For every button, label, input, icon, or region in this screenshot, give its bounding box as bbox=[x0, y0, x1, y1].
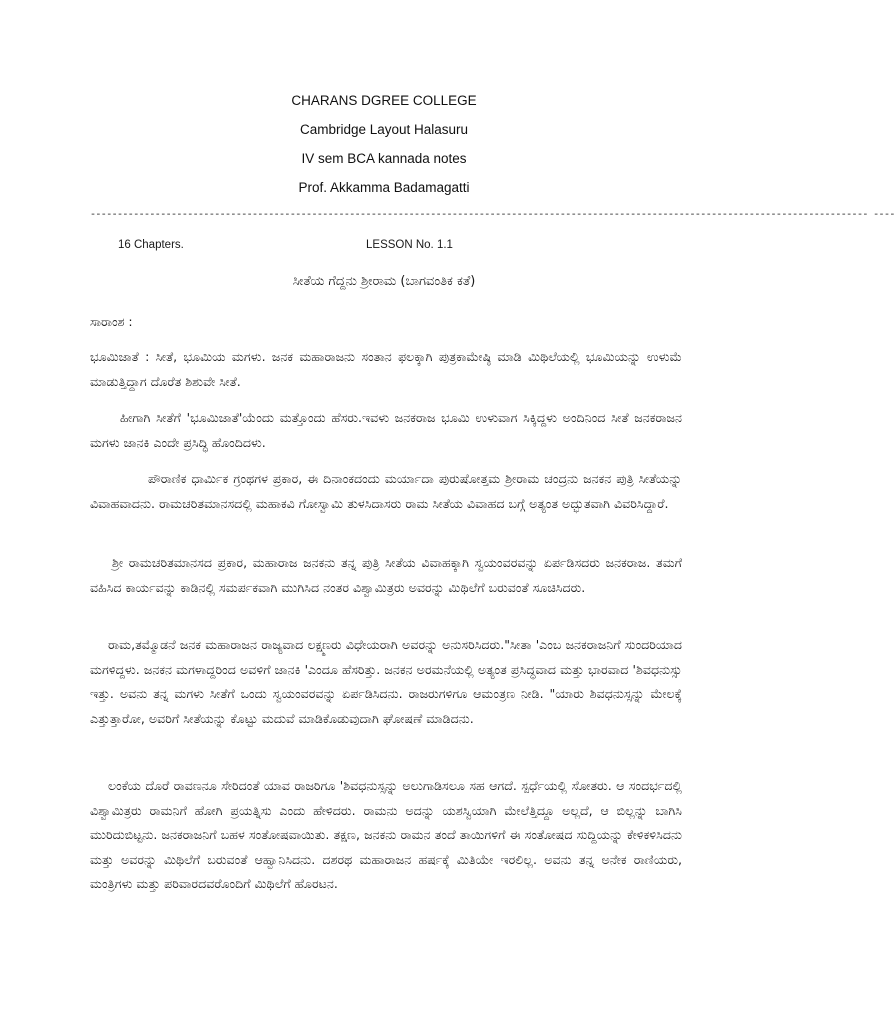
course-title: IV sem BCA kannada notes bbox=[301, 151, 467, 166]
paragraph-1: ಭೂಮಿಜಾತೆ : ಸೀತೆ, ಭೂಮಿಯ ಮಗಳು. ಜನಕ ಮಹಾರಾಜನು ಸಂತಾನ ಫಲಕ್ಕಾಗಿ ಪುತ್ರಕಾಮೇಷ್ಠಿ ಮಾಡಿ ಮಿಥಿಲೆಯಲ್ಲಿ ಭೂಮಿಯನ್ನು ಉಳುಮೆ ಮಾಡುತ್ತಿದ್ದಾಗ ದೊರೆತ ಶಿಶುವೇ ಸೀತೆ. bbox=[90, 349, 682, 389]
dashed-divider: ------------------------------------------------------------------------------------------------------------------------------------------------ ---- bbox=[90, 210, 895, 221]
author-name: Prof. Akkamma Badamagatti bbox=[298, 180, 470, 195]
college-address: Cambridge Layout Halasuru bbox=[299, 122, 469, 137]
paragraph-5: ರಾಮ,ತಮ್ಮೊಡನೆ ಜನಕ ಮಹಾರಾಜನ ರಾಜ್ಯವಾದ ಲಕ್ಷ್ಮಣರು ವಿಧೇಯರಾಗಿ ಅವರನ್ನು ಅನುಸರಿಸಿದರು."ಸೀತಾ 'ಎಂಬ ಜನಕರಾಜನಿಗೆ ಸುಂದರಿಯಾದ ಮಗಳಿದ್ದಳು. ಜನಕನ ಮಗಳಾದ್ದರಿಂದ ಅವಳಿಗೆ ಜಾನಕಿ 'ಎಂದೂ ಹೆಸರಿತ್ತು. ಜನಕನ ಅರಮನೆಯಲ್ಲಿ ಅತ್ಯಂತ ಪ್ರಸಿದ್ಧವಾದ ಮತ್ತು ಭಾರವಾದ 'ಶಿವಧನುಸ್ಸು ಇತ್ತು. ಅವನು ತನ್ನ ಮಗಳು ಸೀತೆಗೆ ಒಂದು ಸ್ವಯಂವರವನ್ನು ಏರ್ಪಡಿಸಿದನು. ರಾಜರುಗಳಿಗೂ ಆಮಂತ್ರಣ ನೀಡಿ. "ಯಾರು ಶಿವಧನುಸ್ಸನ್ನು ಮೇಲಕ್ಕೆ ಎತ್ತುತ್ತಾರೋ, ಅವರಿಗೆ ಸೀತೆಯನ್ನು ಕೊಟ್ಟು ಮದುವೆ ಮಾಡಿಕೊಡುವುದಾಗಿ ಘೋಷಣೆ ಮಾಡಿದನು. bbox=[90, 637, 682, 726]
chapters-count: 16 Chapters. bbox=[118, 239, 184, 251]
college-name: CHARANS DGREE COLLEGE bbox=[291, 93, 477, 108]
lesson-number: LESSON No. 1.1 bbox=[366, 239, 453, 251]
summary-label: ಸಾರಾಂಶ : bbox=[90, 314, 133, 329]
paragraph-4: ಶ್ರೀ ರಾಮಚರಿತಮಾನಸದ ಪ್ರಕಾರ, ಮಹಾರಾಜ ಜನಕನು ತನ್ನ ಪುತ್ರಿ ಸೀತೆಯ ವಿವಾಹಕ್ಕಾಗಿ ಸ್ವಯಂವರವನ್ನು ಏರ್ಪಡಿಸದರು ಜನಕರಾಜ. ತಮಗೆ ವಹಿಸಿದ ಕಾರ್ಯವನ್ನು ಕಾಡಿನಲ್ಲಿ ಸಮರ್ಪಕವಾಗಿ ಮುಗಿಸಿದ ನಂತರ ವಿಶ್ವಾಮಿತ್ರರು ಅವರನ್ನು ಮಿಥಿಲೆಗೆ ಬರುವಂತೆ ಸೂಚಿಸಿದರು. bbox=[90, 555, 682, 595]
paragraph-3: ಪೌರಾಣಿಕ ಧಾರ್ಮಿಕ ಗ್ರಂಥಗಳ ಪ್ರಕಾರ, ಈ ದಿನಾಂಕದಂದು ಮರ್ಯಾದಾ ಪುರುಷೋತ್ತಮ ಶ್ರೀರಾಮ ಚಂದ್ರನು ಜನಕನ ಪುತ್ರಿ ಸೀತೆಯನ್ನು ವಿವಾಹವಾದನು. ರಾಮಚರಿತಮಾನಸದಲ್ಲಿ ಮಹಾಕವಿ ಗೋಸ್ವಾಮಿ ತುಳಸಿದಾಸರು ರಾಮ ಸೀತೆಯ ವಿವಾಹದ ಬಗ್ಗೆ ಅತ್ಯಂತ ಅದ್ಭುತವಾಗಿ ವಿವರಿಸಿದ್ದಾರೆ. bbox=[90, 471, 682, 511]
lesson-title: ಸೀತೆಯ ಗೆದ್ದನು ಶ್ರೀರಾಮ (ಬಾಗವಂತಿಕ ಕತೆ) bbox=[292, 274, 476, 289]
paragraph-2: ಹೀಗಾಗಿ ಸೀತೆಗೆ 'ಭೂಮಿಜಾತೆ'ಯೆಂದು ಮತ್ತೊಂದು ಹೆಸರು.ಇವಳು ಜನಕರಾಜ ಭೂಮಿ ಉಳುವಾಗ ಸಿಕ್ಕಿದ್ದಳು ಅಂದಿನಿಂದ ಸೀತೆ ಜನಕರಾಜನ ಮಗಳು ಜಾನಕಿ ಎಂದೇ ಪ್ರಸಿದ್ಧಿ ಹೊಂದಿದಳು. bbox=[90, 410, 682, 450]
paragraph-6: ಲಂಕೆಯ ದೊರೆ ರಾವಣನೂ ಸೇರಿದಂತೆ ಯಾವ ರಾಜರಿಗೂ 'ಶಿವಧನುಸ್ಸನ್ನು ಅಲುಗಾಡಿಸಲೂ ಸಹ ಆಗದೆ. ಸ್ಪರ್ಧೆಯಲ್ಲಿ ಸೋತರು. ಆ ಸಂದರ್ಭದಲ್ಲಿ ವಿಶ್ವಾಮಿತ್ರರು ರಾಮನಿಗೆ ಹೋಗಿ ಪ್ರಯತ್ನಿಸು ಎಂದು ಹೇಳಿದರು. ರಾಮನು ಅದನ್ನು ಯಶಸ್ವಿಯಾಗಿ ಮೇಲೆತ್ತಿದ್ದೂ ಅಲ್ಲದೆ, ಆ ಬಿಲ್ಲನ್ನು ಬಾಗಿಸಿ ಮುರಿದುಬಿಟ್ಟನು. ಜನಕರಾಜನಿಗೆ ಬಹಳ ಸಂತೋಷವಾಯಿತು. ತಕ್ಷಣ, ಜನಕನು ರಾಮನ ತಂದೆ ತಾಯಿಗಳಿಗೆ ಈ ಸಂತೋಷದ ಸುದ್ದಿಯನ್ನು ಕೇಳಿಕಳಿಸಿದನು ಮತ್ತು ಅವರನ್ನು ಮಿಥಿಲೆಗೆ ಬರುವಂತೆ ಆಹ್ವಾನಿಸಿದನು. ದಶರಥ ಮಹಾರಾಜನ ಹರ್ಷಕ್ಕೆ ಮಿತಿಯೇ ಇರಲಿಲ್ಲ. ಅವನು ತನ್ನ ಅನೇಕ ರಾಣಿಯರು, ಮಂತ್ರಿಗಳು ಮತ್ತು ಪರಿವಾರದವರೊಂದಿಗೆ ಮಿಥಿಲೆಗೆ ಹೊರಟನ. bbox=[90, 778, 682, 891]
